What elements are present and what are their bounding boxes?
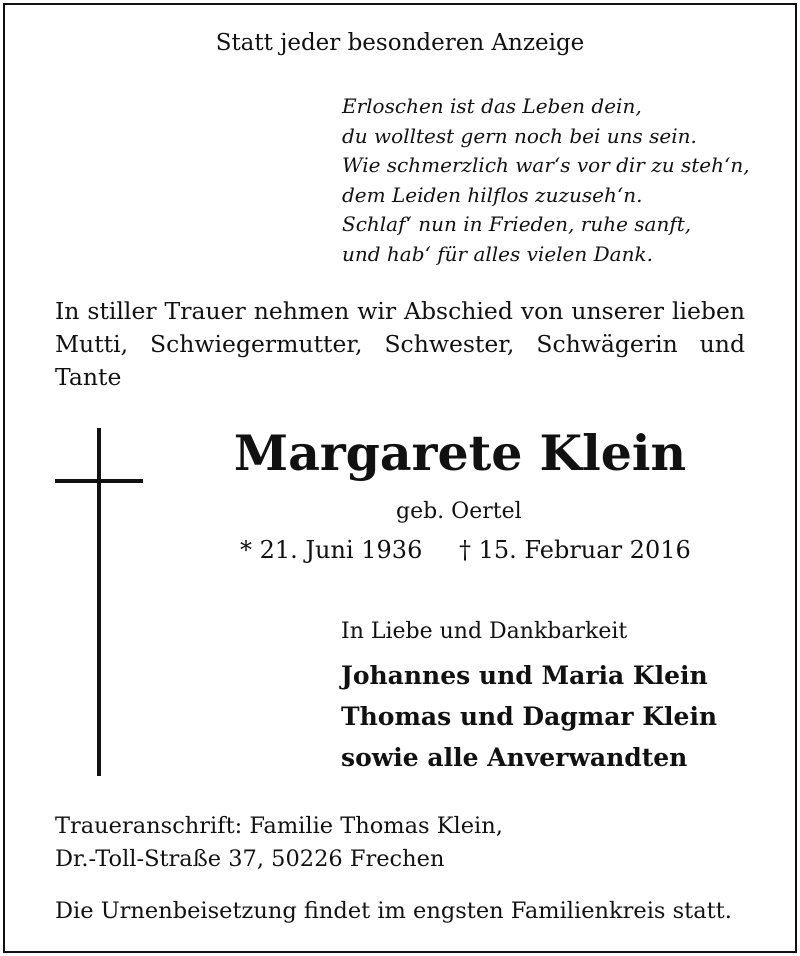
mourning-address xyxy=(55,810,503,876)
death-date: † 15. Februar 2016 xyxy=(459,536,691,564)
poem-line: dem Leiden hilflos zuzuseh‘n. xyxy=(342,182,643,207)
poem xyxy=(342,92,750,269)
family-name-line: Thomas und Dagmar Klein xyxy=(341,702,718,731)
poem-line: du wolltest gern noch bei uns sein. xyxy=(342,123,697,148)
poem-line: Erloschen ist das Leben dein, xyxy=(342,94,642,118)
maiden-name: geb. Oertel xyxy=(396,499,522,524)
family-name-line: sowie alle Anverwandten xyxy=(341,743,688,772)
address-line: Dr.-Toll-Straße 37, 50226 Frechen xyxy=(55,846,445,872)
burial-note: Die Urnenbeisetzung findet im engsten Familienkreis statt. xyxy=(55,898,732,924)
deceased-name: Margarete Klein xyxy=(233,424,687,482)
family-intro: In Liebe und Dankbarkeit xyxy=(341,619,628,644)
family-name-line: Johannes und Maria Klein xyxy=(341,661,708,690)
address-line: Traueranschrift: Familie Thomas Klein, xyxy=(55,813,503,839)
family-block xyxy=(341,616,717,778)
notice-header: Statt jeder besonderen Anzeige xyxy=(215,30,585,56)
intro-text: In stiller Trauer nehmen wir Abschied von unserer lieben Mutti, Schwiegermutter, Schwester, Schwägerin und Tante xyxy=(55,297,745,391)
poem-line: Schlaf‘ nun in Frieden, ruhe sanft, xyxy=(342,212,692,236)
birth-date: * 21. Juni 1936 xyxy=(240,536,423,564)
family-names xyxy=(341,655,717,778)
poem-line: und hab‘ für alles vielen Dank. xyxy=(342,241,653,266)
poem-line: Wie schmerzlich war‘s vor dir zu steh‘n, xyxy=(342,153,750,177)
